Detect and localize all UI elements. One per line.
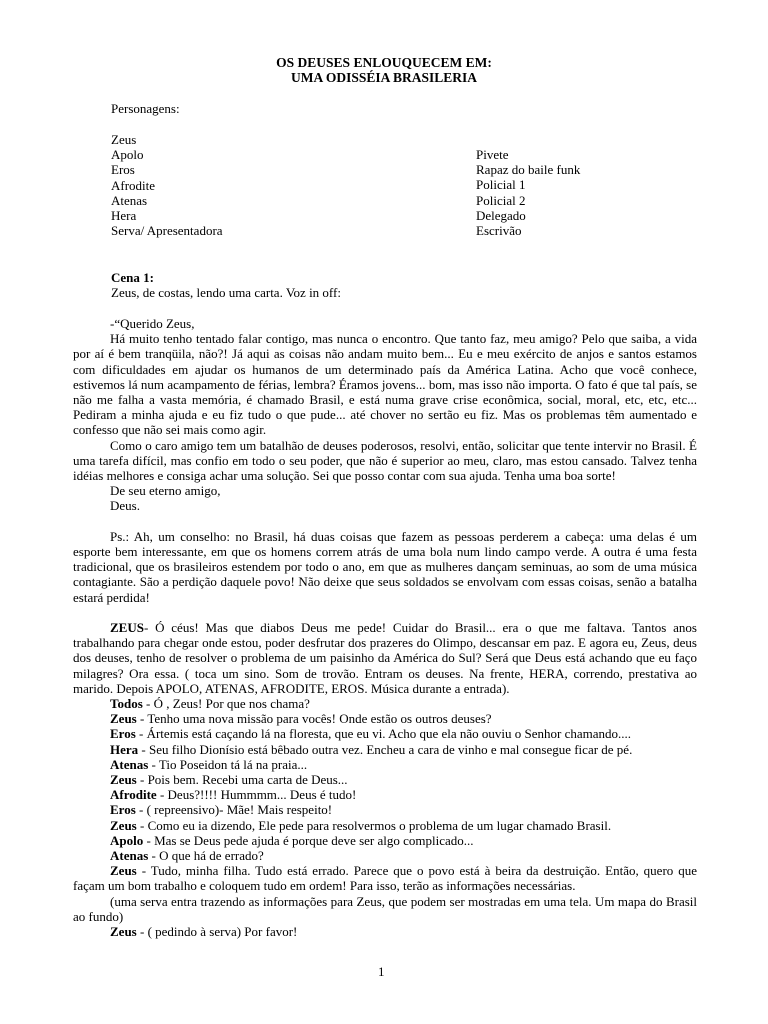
dialogue-line [73, 863, 697, 893]
speaker-name: Afrodite [110, 787, 157, 803]
speaker-name: ZEUS [110, 620, 144, 636]
speaker-name: Zeus [110, 772, 137, 788]
speech-text: - Tudo, minha filha. Tudo está errado. Parece que o povo está à beira da destruição. Então, quero que façam um bom trabalho e coloquem tudo em ordem! Para isso, terão as informações necessárias. [73, 863, 697, 894]
dialogue-line [73, 818, 697, 833]
title-line-2: UMA ODISSÉIA BRASILERIA [290, 70, 478, 85]
cast-item: Delegado [476, 207, 526, 223]
letter-body [73, 316, 697, 939]
dialogue-line [73, 696, 697, 711]
cast-item: Pivete [476, 147, 509, 162]
speaker-name: Zeus [110, 863, 137, 879]
letter-signature: Deus. [110, 498, 140, 514]
document-title [0, 55, 768, 85]
speaker-name: Zeus [110, 924, 137, 940]
cast-item: Serva/ Apresentadora [111, 223, 223, 239]
speaker-name: Zeus [110, 711, 137, 727]
scene-heading: Cena 1: [111, 270, 154, 285]
personagens-label: Personagens: [111, 101, 180, 116]
letter-greeting: -“Querido Zeus, [110, 316, 195, 331]
speech-text: - Como eu ia dizendo, Ele pede para resolvermos o problema de um lugar chamado Brasil. [136, 817, 612, 833]
speech-text: - Ó , Zeus! Por que nos chama? [142, 696, 310, 712]
speech-text: - ( repreensivo)- Mãe! Mais respeito! [135, 802, 333, 818]
title-line-1: OS DEUSES ENLOUQUECEM EM: [276, 55, 492, 70]
speaker-name: Hera [110, 741, 139, 757]
speech-text: - Seu filho Dionísio está bêbado outra vez. Encheu a cara de vinho e mal consegue ficar de pé. [138, 741, 633, 757]
letter-closing: De seu eterno amigo, [110, 483, 221, 499]
speech-text: - Pois bem. Recebi uma carta de Deus... [136, 772, 348, 788]
letter-postscript: Ps.: Ah, um conselho: no Brasil, há duas coisas que fazem as pessoas perderem a cabeça: uma delas é um esporte bem interessante, em que os homens correm atrás de uma bola num lindo campo verde. A outra é uma festa tradicional, que os brasileiros estendem por todo o ano, em que as mulheres dançam seminuas, ao som de uma música contagiante. São a perdição daquele povo! Não deixe que seus soldados se envolvam com essas coisas, senão a batalha estará perdida! [73, 528, 697, 605]
speaker-name: Atenas [110, 848, 149, 864]
scene-direction: Zeus, de costas, lendo uma carta. Voz in off: [111, 285, 341, 300]
speech-text: - Mas se Deus pede ajuda é porque deve ser algo complicado... [143, 832, 474, 848]
speech-text: - O que há de errado? [148, 848, 264, 864]
page-number: 1 [378, 964, 385, 979]
speech-text: - Deus?!!!! Hummmm... Deus é tudo! [156, 787, 357, 803]
dialogue-line [73, 711, 697, 726]
cast-item: Policial 2 [476, 192, 526, 208]
cast-item: Afrodite [111, 177, 156, 193]
speech-text: - Ó céus! Mas que diabos Deus me pede! Cuidar do Brasil... era o que me faltava. Tantos anos trabalhando para chegar onde estou, poder desfrutar dos prazeres do Olimpo, descansar em paz. E agora eu, Zeus, deus dos deuses, tenho de resolver o problema de um paisinho da América do Sul? Será que Deus está achando que eu faço milagres? Ora essa. ( toca um sino. Som de trovão. Entram os deuses. Na frente, HERA, correndo, prestativa ao marido. Depois APOLO, ATENAS, AFRODITE, EROS. Música durante a entrada). [73, 620, 697, 696]
stage-direction: (uma serva entra trazendo as informações para Zeus, que podem ser mostradas em uma tela. Um mapa do Brasil ao fundo) [73, 893, 697, 924]
cast-list-right [476, 147, 580, 238]
cast-item: Policial 1 [476, 177, 526, 193]
speech-text: - Tenho uma nova missão para vocês! Onde estão os outros deuses? [136, 711, 492, 727]
speaker-name: Atenas [110, 756, 149, 772]
speech-text: - ( pedindo à serva) Por favor! [136, 924, 298, 940]
dialogue-line [73, 848, 697, 863]
cast-list-left [111, 132, 223, 238]
cast-item: Zeus [111, 132, 137, 147]
speaker-name: Todos [110, 696, 143, 712]
speaker-name: Apolo [110, 832, 144, 848]
cast-item: Escrivão [476, 222, 522, 238]
dialogue-line [73, 802, 697, 817]
speaker-name: Eros [110, 802, 136, 818]
speaker-name: Zeus [110, 817, 137, 833]
cast-item: Hera [111, 207, 137, 223]
dialogue-line [73, 833, 697, 848]
speech-text: - Tio Poseidon tá lá na praia... [148, 756, 308, 772]
cast-item: Atenas [111, 192, 148, 208]
dialogue-line [73, 787, 697, 802]
letter-paragraph-1: Há muito tenho tentado falar contigo, mas nunca o encontro. Que tanto faz, meu amigo? Pelo que saiba, a vida por aí é bem tranqüila, não?! Já aqui as coisas não andam muito bem... Eu e meu exército de anjos e santos estamos com dificuldades em ajudar os humanos de um determinado país da América Latina. Acho que você conhece, estivemos lá num acampamento de férias, lembra? Éramos jovens... bom, mas isso não importa. O fato é que tal país, se não me falha a vasta memória, é chamado Brasil, e está numa grave crise econômica, social, moral, etc, etc, etc... Pediram a minha ajuda e eu fiz tudo o que pude... até chover no sertão eu fiz. Mas os problemas têm aumentado e confesso que não sei mais como agir. [73, 331, 697, 438]
speech-text: - Ártemis está caçando lá na floresta, que eu vi. Acho que ela não ouviu o Senhor chamando.... [135, 726, 632, 742]
cast-item: Rapaz do baile funk [476, 162, 581, 178]
cast-item: Apolo [111, 147, 144, 163]
letter-paragraph-2: Como o caro amigo tem um batalhão de deuses poderosos, resolvi, então, solicitar que tente intervir no Brasil. É uma tarefa difícil, mas confio em todo o seu poder, que não é superior ao meu, claro, mas estou cansado. Talvez tenha idéias melhores e consiga achar uma solução. Sei que posso contar com sua ajuda. Tenha uma boa sorte! [73, 437, 697, 484]
speaker-name: Eros [110, 726, 136, 742]
dialogue-line [73, 757, 697, 772]
dialogue-line [73, 924, 697, 939]
cast-item: Eros [111, 162, 135, 178]
zeus-intro-speech [73, 620, 697, 696]
dialogue-line [73, 726, 697, 741]
dialogue-line [73, 742, 697, 757]
dialogue-line [73, 772, 697, 787]
